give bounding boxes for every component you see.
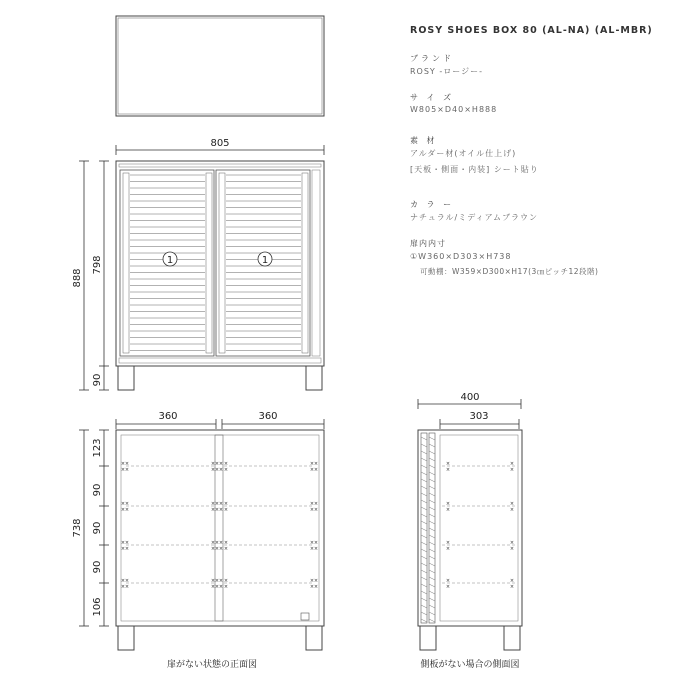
side-slat	[421, 556, 427, 559]
side-slat	[429, 535, 435, 538]
shelf-pin-mark: ×	[218, 584, 224, 590]
side-slat	[421, 619, 427, 622]
shelf-pin-mark: ×	[309, 584, 315, 590]
side-slat	[429, 549, 435, 552]
shelf-pin-mark: ×	[124, 540, 130, 546]
side-slat	[429, 605, 435, 608]
side-door-slats	[421, 437, 435, 622]
side-slat	[421, 521, 427, 524]
side-pin-mark: ×	[445, 501, 451, 507]
side-slat	[421, 563, 427, 566]
side-slat	[421, 605, 427, 608]
shelf-pin-mark: ×	[218, 507, 224, 513]
shelf-pin-mark: ×	[223, 467, 229, 473]
open-front-view	[72, 411, 324, 670]
interior-value-1: ①W360×D303×H738	[410, 252, 512, 261]
shelf-pin-mark: ×	[218, 546, 224, 552]
shelf-pin-mark: ×	[223, 461, 229, 467]
side-slat	[429, 458, 435, 461]
side-pin-mark: ×	[509, 546, 515, 552]
material-label: 素 材	[410, 136, 438, 145]
shelf-pin-mark: ×	[309, 540, 315, 546]
shelf-pin-mark: ×	[313, 501, 319, 507]
shelf-pin-mark: ×	[124, 584, 130, 590]
side-leg-front	[420, 626, 436, 650]
shelves	[121, 461, 318, 590]
shelf-pin-mark: ×	[214, 467, 220, 473]
shelf-pin-mark: ×	[120, 578, 126, 584]
material-value: アルダー材(オイル仕上げ)	[410, 149, 517, 158]
side-view	[418, 392, 522, 670]
side-slat	[421, 612, 427, 615]
side-slat	[421, 528, 427, 531]
shelf-pin-mark: ×	[210, 467, 216, 473]
product-title: ROSY SHOES BOX 80 (AL-NA) (AL-MBR)	[410, 25, 653, 36]
side-slat	[429, 465, 435, 468]
side-slat	[421, 437, 427, 440]
shelf-pin-mark: ×	[309, 501, 315, 507]
shelf-pin-mark: ×	[313, 546, 319, 552]
side-pin-mark: ×	[445, 467, 451, 473]
side-slat	[421, 493, 427, 496]
shelf-pin-mark: ×	[214, 461, 220, 467]
side-pin-mark: ×	[509, 584, 515, 590]
material-note: [天板・側面・内装] シート貼り	[410, 165, 539, 174]
interior-value-2: 可動棚：W359×D300×H17(3㎝ピッチ12段階)	[420, 267, 599, 276]
side-slat	[421, 451, 427, 454]
top-view	[116, 16, 324, 116]
side-slat	[429, 542, 435, 545]
shelf-pin-mark: ×	[223, 540, 229, 546]
shelf-pin-mark: ×	[124, 578, 130, 584]
shelf-pin-mark: ×	[120, 584, 126, 590]
shelf-pin-mark: ×	[210, 578, 216, 584]
shelf-pin-mark: ×	[214, 578, 220, 584]
side-slat	[429, 598, 435, 601]
side-slat	[421, 500, 427, 503]
shelf-pin-mark: ×	[223, 546, 229, 552]
shelf-pin-mark: ×	[214, 546, 220, 552]
side-slat	[429, 619, 435, 622]
side-inner-depth-label: 303	[469, 411, 489, 422]
side-pin-mark: ×	[445, 540, 451, 546]
shelf-pin-mark: ×	[120, 546, 126, 552]
shelf-pin-mark: ×	[313, 507, 319, 513]
shelf-pin-mark: ×	[120, 501, 126, 507]
side-pin-mark: ×	[509, 461, 515, 467]
side-depth-label: 400	[460, 392, 480, 403]
open-left-width-label: 360	[158, 411, 178, 422]
shelf-pin-mark: ×	[210, 584, 216, 590]
side-slat	[429, 444, 435, 447]
shelf-pin-mark: ×	[218, 578, 224, 584]
side-slat	[429, 451, 435, 454]
side-slat	[421, 458, 427, 461]
front-view	[72, 138, 324, 390]
shelf-pin-mark: ×	[120, 507, 126, 513]
size-label: サ イ ズ	[410, 93, 455, 102]
side-pin-mark: ×	[509, 507, 515, 513]
side-slat	[421, 549, 427, 552]
shelf-pin-mark: ×	[210, 546, 216, 552]
side-slat	[421, 465, 427, 468]
front-leg-right	[306, 366, 322, 390]
shelf-pin-mark: ×	[223, 501, 229, 507]
shelf-pin-mark: ×	[120, 467, 126, 473]
side-slat	[429, 556, 435, 559]
side-slat	[429, 514, 435, 517]
shelf-pin-mark: ×	[120, 540, 126, 546]
shelf-pin-mark: ×	[120, 461, 126, 467]
shelf-pin-mark: ×	[218, 467, 224, 473]
side-slat	[429, 500, 435, 503]
side-pin-mark: ×	[445, 546, 451, 552]
side-slat	[421, 486, 427, 489]
side-pin-mark: ×	[445, 461, 451, 467]
brand-label: ブランド	[410, 54, 454, 63]
shelf-pin-mark: ×	[210, 501, 216, 507]
shelf-pin-mark: ×	[313, 467, 319, 473]
front-body-height-label: 798	[92, 255, 103, 275]
side-slat	[429, 563, 435, 566]
side-slat	[429, 472, 435, 475]
shelf-pin-mark: ×	[309, 507, 315, 513]
interior-label: 扉内内寸	[410, 239, 446, 248]
shelf-pin-mark: ×	[214, 540, 220, 546]
front-total-height-label: 888	[72, 268, 83, 288]
side-slat	[421, 591, 427, 594]
side-slat	[429, 521, 435, 524]
side-slat	[421, 514, 427, 517]
side-slat	[429, 584, 435, 587]
shelf-pin-mark: ×	[309, 546, 315, 552]
open-leg-left	[118, 626, 134, 650]
shelf-pin-mark: ×	[214, 507, 220, 513]
front-leg-left	[118, 366, 134, 390]
gap-label-5: 106	[92, 597, 103, 617]
size-value: W805×D40×H888	[410, 105, 498, 114]
side-slat	[421, 598, 427, 601]
shelf-pin-mark: ×	[223, 507, 229, 513]
shelf-pin-mark: ×	[223, 584, 229, 590]
side-slat	[429, 570, 435, 573]
shelf-pin-mark: ×	[313, 578, 319, 584]
side-pin-mark: ×	[509, 540, 515, 546]
side-slat	[421, 444, 427, 447]
open-leg-right	[306, 626, 322, 650]
open-total-height-label: 738	[72, 518, 83, 538]
shelf-pin-mark: ×	[313, 461, 319, 467]
side-pin-mark: ×	[509, 501, 515, 507]
side-slat	[421, 542, 427, 545]
shelf-pin-mark: ×	[313, 584, 319, 590]
gap-label-3: 90	[92, 521, 103, 535]
shelf-pin-mark: ×	[218, 501, 224, 507]
side-slat	[421, 479, 427, 482]
side-slat	[429, 612, 435, 615]
side-leg-back	[504, 626, 520, 650]
shelf-pin-mark: ×	[210, 461, 216, 467]
shelf-pin-mark: ×	[223, 578, 229, 584]
door-marker-left-label: 1	[166, 255, 174, 266]
gap-label-4: 90	[92, 560, 103, 574]
side-pin-mark: ×	[509, 467, 515, 473]
side-slat	[429, 493, 435, 496]
side-pin-mark: ×	[445, 507, 451, 513]
side-slat	[429, 507, 435, 510]
shelf-pin-mark: ×	[309, 461, 315, 467]
shelf-pin-mark: ×	[309, 467, 315, 473]
shelf-pin-mark: ×	[309, 578, 315, 584]
shelf-pin-mark: ×	[124, 546, 130, 552]
side-slat	[421, 570, 427, 573]
side-slat	[429, 437, 435, 440]
side-slat	[429, 591, 435, 594]
shelf-pin-mark: ×	[210, 540, 216, 546]
color-label: カ ラ ー	[410, 200, 455, 209]
door-marker-right-label: 1	[261, 255, 269, 266]
side-slat	[421, 507, 427, 510]
shelf-pin-mark: ×	[218, 461, 224, 467]
shelf-pin-mark: ×	[210, 507, 216, 513]
side-slat	[421, 535, 427, 538]
side-pin-mark: ×	[445, 584, 451, 590]
side-shelves	[442, 461, 516, 590]
front-leg-height-label: 90	[92, 373, 103, 387]
side-pin-mark: ×	[509, 578, 515, 584]
shelf-pin-mark: ×	[124, 501, 130, 507]
open-right-width-label: 360	[258, 411, 278, 422]
front-width-label: 805	[210, 138, 230, 149]
shelf-pin-mark: ×	[214, 584, 220, 590]
shelf-pin-mark: ×	[124, 461, 130, 467]
gap-label-2: 90	[92, 483, 103, 497]
open-view-caption: 扉がない状態の正面図	[166, 660, 258, 670]
shelf-pin-mark: ×	[124, 507, 130, 513]
brand-value: ROSY -ロージー-	[410, 67, 483, 76]
shelf-pin-mark: ×	[214, 501, 220, 507]
side-slat	[429, 528, 435, 531]
color-value: ナチュラル/ミディアムブラウン	[410, 213, 539, 222]
side-slat	[429, 479, 435, 482]
side-slat	[421, 584, 427, 587]
shelf-pin-mark: ×	[124, 467, 130, 473]
gap-label-1: 123	[92, 438, 103, 458]
side-pin-mark: ×	[445, 578, 451, 584]
side-slat	[429, 486, 435, 489]
side-slat	[429, 577, 435, 580]
shelf-pin-mark: ×	[218, 540, 224, 546]
side-view-caption: 側板がない場合の側面図	[420, 660, 520, 670]
shelf-pin-mark: ×	[313, 540, 319, 546]
side-slat	[421, 472, 427, 475]
side-slat	[421, 577, 427, 580]
